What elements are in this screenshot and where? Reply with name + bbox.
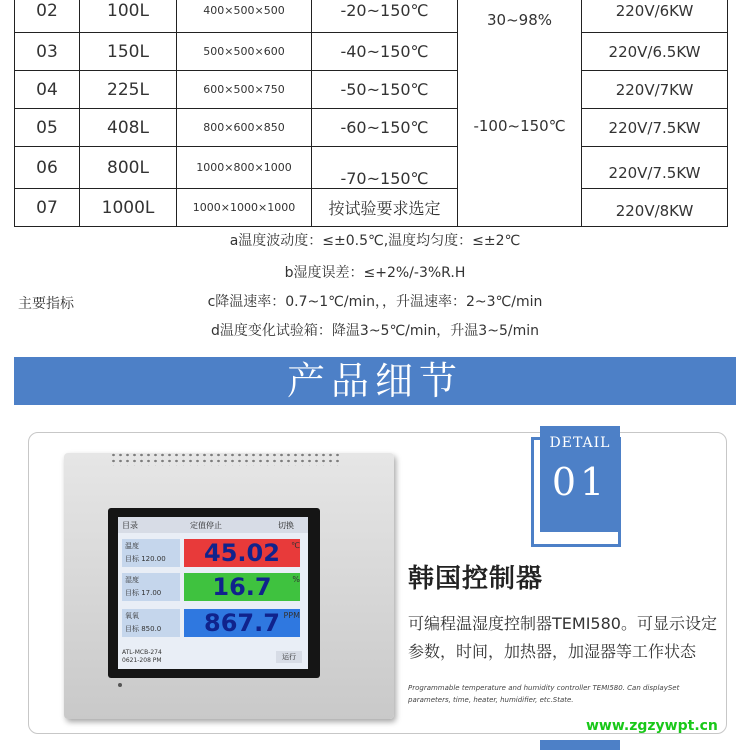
temp-cell: -50~150℃ <box>312 71 458 109</box>
screen-header-right: 切换 <box>278 521 294 530</box>
model-cell: 03 <box>15 33 80 71</box>
table-row <box>15 147 728 189</box>
table-row <box>15 33 728 71</box>
temp-range-all: -100~150℃ <box>473 116 566 135</box>
screen-unit: PPM <box>283 611 300 620</box>
screen-value: 16.7 <box>184 573 300 601</box>
screen-unit: ℃ <box>291 541 300 550</box>
size-cell: 400×500×500 <box>177 0 312 33</box>
size-cell: 600×500×750 <box>177 71 312 109</box>
size-cell: 1000×1000×1000 <box>177 189 312 227</box>
screen-header-center: 定值停止 <box>190 521 222 530</box>
screen-label <box>122 573 180 601</box>
screen-header <box>118 517 308 533</box>
screen-label-name: 氧氧 <box>125 612 139 620</box>
humidity-range: 30~98% <box>487 10 552 29</box>
model-cell: 04 <box>15 71 80 109</box>
temp-cell: -70~150℃ <box>312 147 458 189</box>
screen-label-sub: 目标 120.00 <box>125 555 166 563</box>
model-cell: 06 <box>15 147 80 189</box>
model-cell: 05 <box>15 109 80 147</box>
screen-header-left: 目录 <box>122 521 138 530</box>
volume-cell: 408L <box>80 109 177 147</box>
indicator-line: d温度变化试验箱：降温3~5℃/min，升温3~5/min <box>211 323 539 339</box>
volume-cell: 1000L <box>80 189 177 227</box>
screen-label <box>122 539 180 567</box>
temp-cell: -60~150℃ <box>312 109 458 147</box>
model-cell: 07 <box>15 189 80 227</box>
section-banner: 产品细节 <box>14 357 736 405</box>
badge-label: DETAIL <box>549 435 611 451</box>
size-cell: 800×600×850 <box>177 109 312 147</box>
main-indicators <box>0 225 750 345</box>
next-section-tab <box>540 740 620 750</box>
screen-footer <box>122 649 162 665</box>
indicator-line: c降温速率：0.7~1℃/min，，升温速率：2~3℃/min <box>207 294 543 310</box>
detail-badge <box>540 426 620 532</box>
controller-screen <box>118 517 308 669</box>
volume-cell: 150L <box>80 33 177 71</box>
temp-cell: -40~150℃ <box>312 33 458 71</box>
screen-row-oxygen <box>122 609 304 637</box>
screen-footer-line: ATL-MCB-274 <box>122 649 162 656</box>
volume-cell: 100L <box>80 0 177 33</box>
power-led <box>118 683 122 687</box>
indicator-line: a温度波动度：≤±0.5℃,温度均匀度：≤±2℃ <box>229 233 521 249</box>
power-cell: 220V/6KW <box>582 0 728 33</box>
indicator-line: b湿度误差：≤+2%/-3%R.H <box>284 265 466 281</box>
size-cell: 500×500×600 <box>177 33 312 71</box>
screen-label <box>122 609 180 637</box>
screen-row-temp <box>122 539 304 567</box>
indicators-label: 主要指标 <box>18 296 74 312</box>
screen-label-name: 温度 <box>125 542 139 550</box>
power-cell: 220V/6.5KW <box>582 33 728 71</box>
detail-title: 韩国控制器 <box>408 564 544 594</box>
spec-table <box>14 0 728 227</box>
screen-label-sub: 目标 850.0 <box>125 625 162 633</box>
screen-unit: % <box>292 575 300 584</box>
power-cell: 220V/7.5KW <box>582 147 728 189</box>
detail-english: Programmable temperature and humidity controller TEMI580. Can displaySet parameters, time, heater, humidifier, etc.State. <box>408 684 680 704</box>
power-cell: 220V/7KW <box>582 71 728 109</box>
screen-label-sub: 目标 17.00 <box>125 589 162 597</box>
screen-footer-line: 0621-208 PM <box>122 657 162 664</box>
power-cell: 220V/7.5KW <box>582 109 728 147</box>
screen-label-name: 湿度 <box>125 576 139 584</box>
vent-grille <box>110 452 340 466</box>
table-row <box>15 109 728 147</box>
size-cell: 1000×800×1000 <box>177 147 312 189</box>
badge-number: 01 <box>551 460 609 504</box>
screen-value: 867.7 <box>184 609 300 637</box>
model-cell: 02 <box>15 0 80 33</box>
watermark: www.zgzywpt.cn <box>586 718 718 734</box>
detail-description: 可编程温湿度控制器TEMI580。可显示设定参数，时间，加热器，加湿器等工作状态 <box>408 614 717 661</box>
run-button: 运行 <box>276 651 302 663</box>
screen-value: 45.02 <box>184 539 300 567</box>
power-cell: 220V/8KW <box>582 189 728 227</box>
humidity-column <box>458 0 582 227</box>
volume-cell: 800L <box>80 147 177 189</box>
table-row <box>15 0 728 33</box>
table-row <box>15 71 728 109</box>
screen-row-humidity <box>122 573 304 601</box>
temp-cell: 按试验要求选定 <box>312 189 458 227</box>
temp-cell: -20~150℃ <box>312 0 458 33</box>
table-row <box>15 189 728 227</box>
volume-cell: 225L <box>80 71 177 109</box>
